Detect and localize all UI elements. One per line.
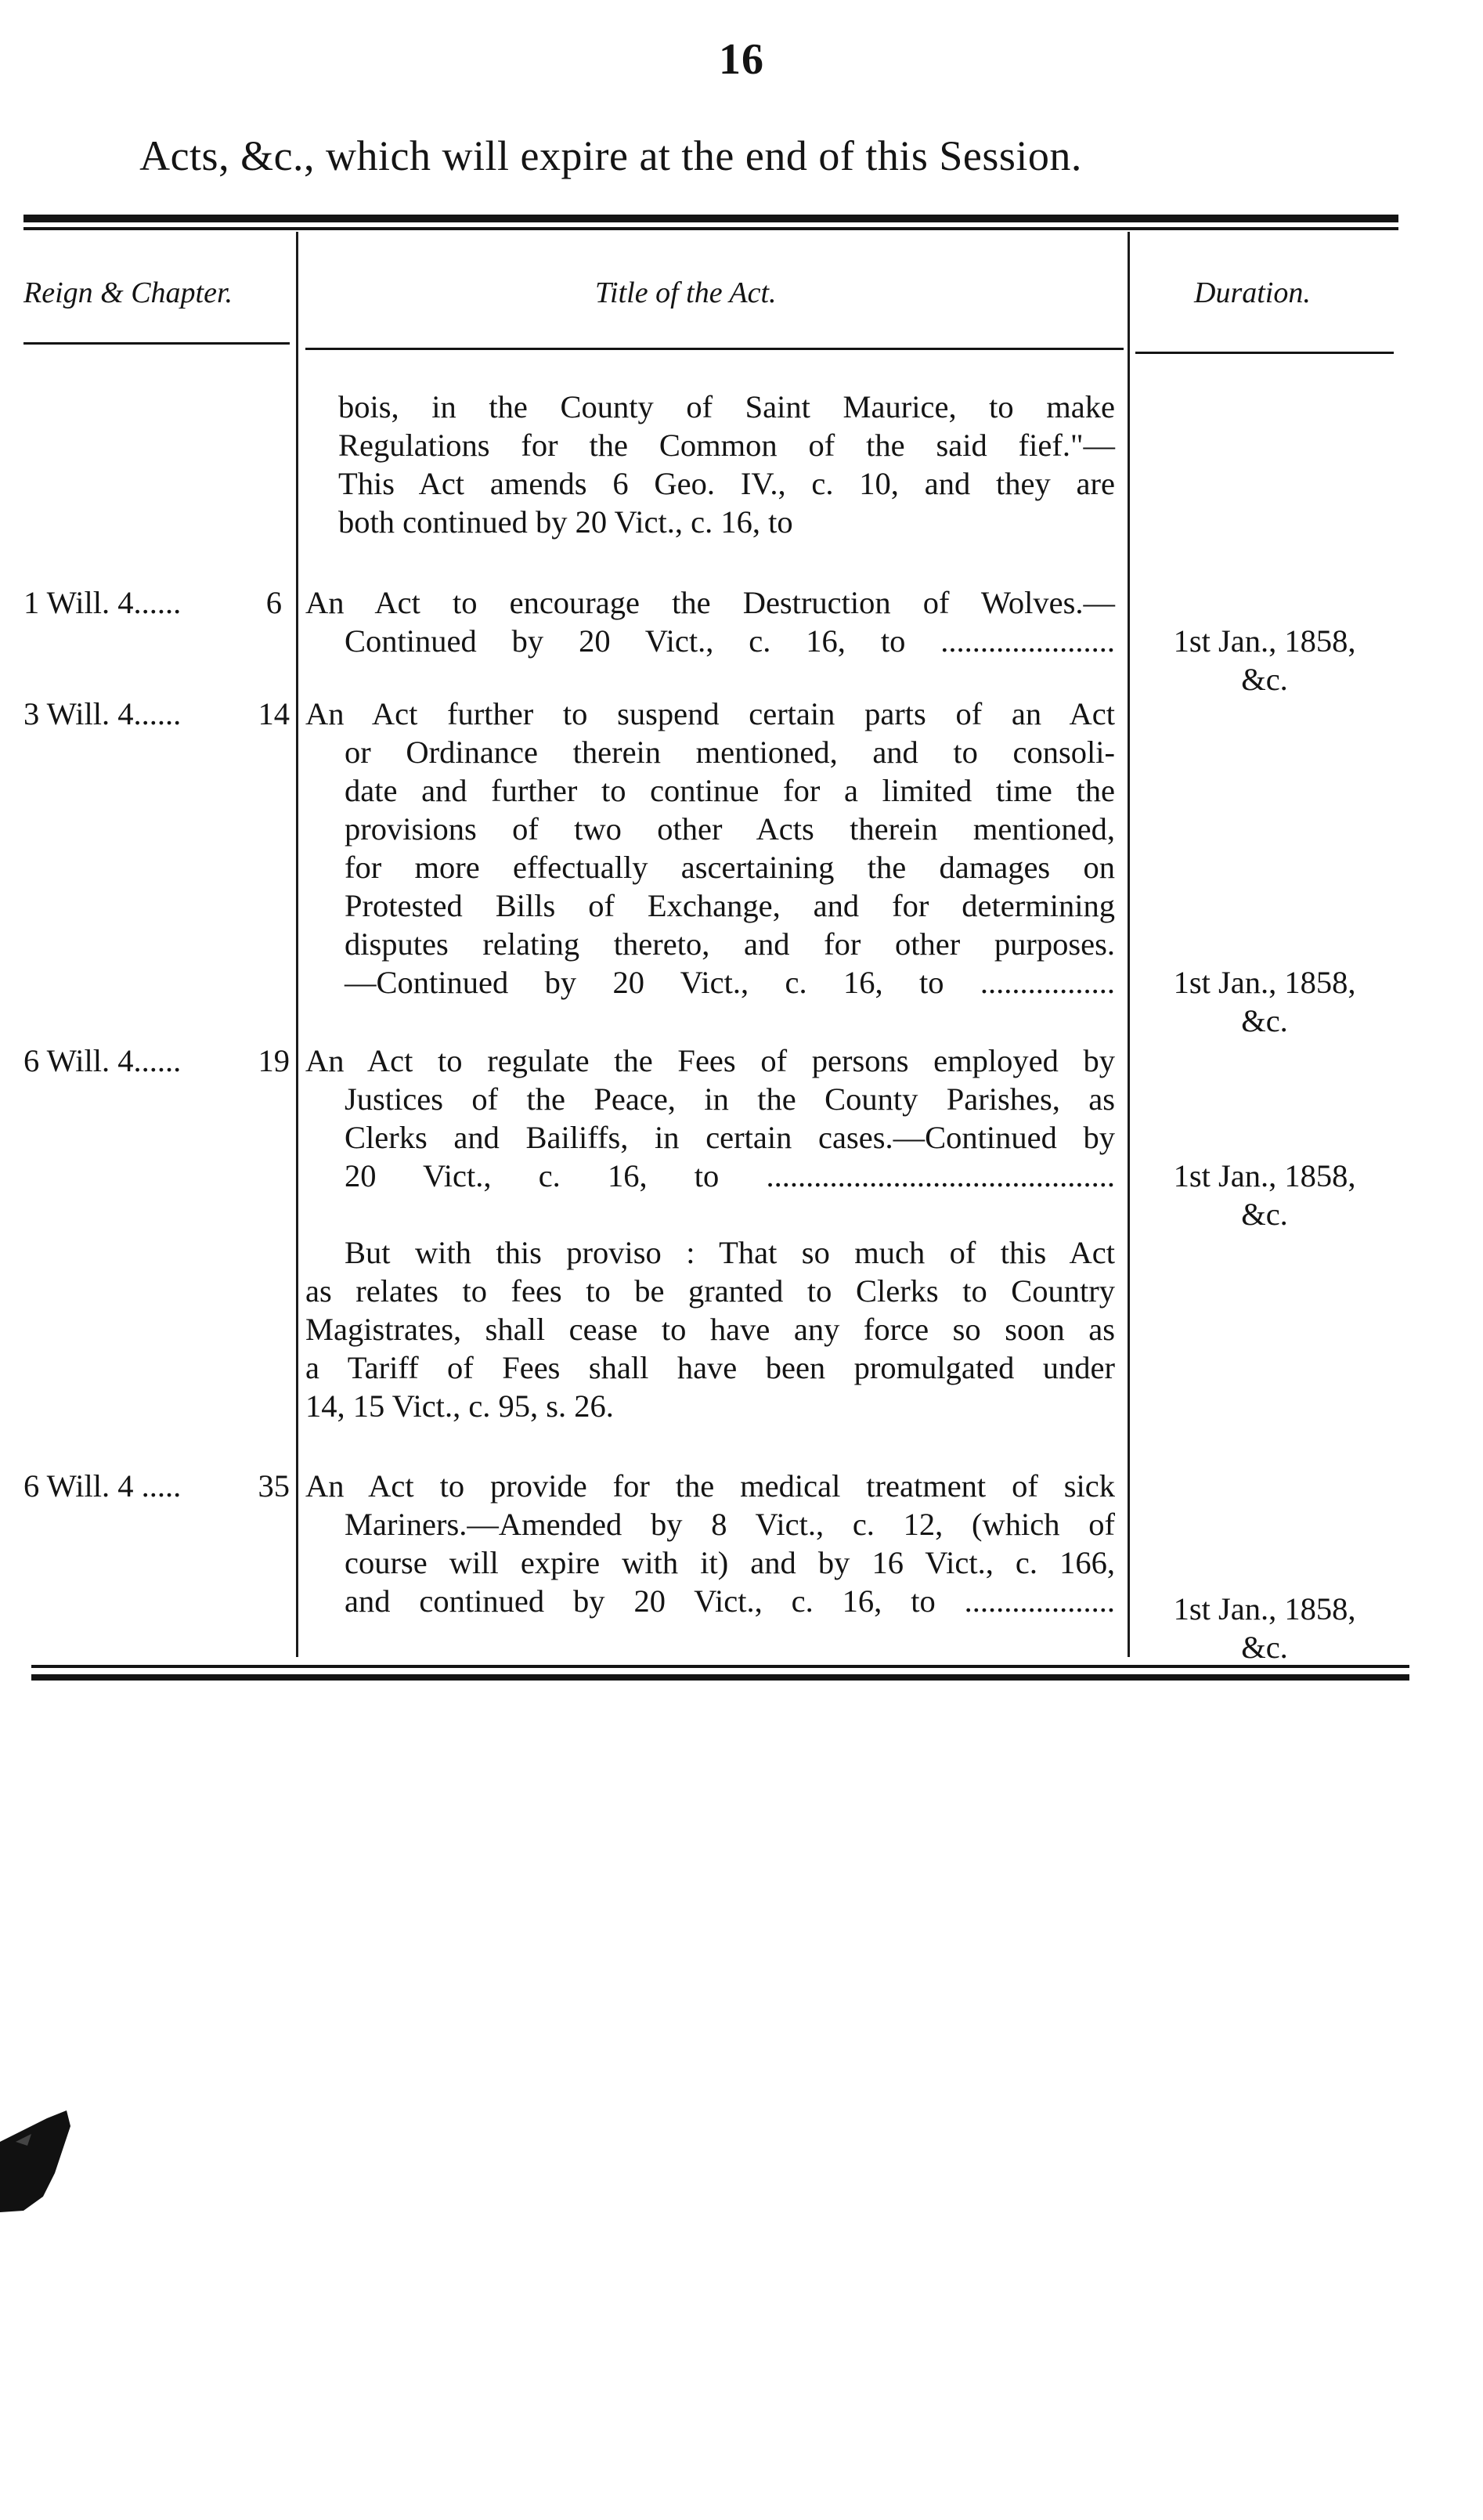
continuation-line: both continued by 20 Vict., c. 16, to: [338, 504, 793, 540]
continuation-line: Regulations for the Common of the said fief."—: [338, 428, 1115, 463]
act-title-line: and continued by 20 Vict., c. 16, to ...................: [345, 1583, 1115, 1619]
proviso-line: Magistrates, shall cease to have any force so soon as: [305, 1312, 1115, 1347]
proviso-line: as relates to fees to be granted to Clerks to Country: [305, 1273, 1115, 1309]
act-title-line: An Act to regulate the Fees of persons employed by: [305, 1043, 1115, 1078]
act-title-line: for more effectually ascertaining the damages on: [345, 850, 1115, 885]
ink-blot: [0, 2110, 78, 2212]
proviso-line: 14, 15 Vict., c. 95, s. 26.: [305, 1388, 614, 1424]
page-number: 16: [719, 35, 764, 84]
act-title-line: Continued by 20 Vict., c. 16, to ......................: [345, 623, 1115, 659]
reign-label: 6 Will. 4 .....: [23, 1468, 182, 1504]
duration-etc: &c.: [1241, 1630, 1288, 1665]
top-rule-thin: [23, 227, 1398, 230]
duration-etc: &c.: [1241, 662, 1288, 697]
act-title-line: Mariners.—Amended by 8 Vict., c. 12, (which of: [345, 1507, 1115, 1542]
reign-header-underline: [23, 342, 290, 345]
proviso-line: a Tariff of Fees shall have been promulgated under: [305, 1350, 1115, 1385]
column-divider-right: [1128, 232, 1130, 1657]
act-title-line: course will expire with it) and by 16 Vict., c. 166,: [345, 1545, 1115, 1580]
duration-date: 1st Jan., 1858,: [1173, 1591, 1356, 1626]
duration-etc: &c.: [1241, 1197, 1288, 1232]
reign-column-header: Reign & Chapter.: [23, 276, 233, 309]
continuation-line: This Act amends 6 Geo. IV., c. 10, and they are: [338, 466, 1115, 501]
reign-chapter: [23, 1042, 290, 1081]
duration-etc: &c.: [1241, 1003, 1288, 1038]
title-header-underline: [305, 348, 1124, 350]
act-title-line: Clerks and Bailiffs, in certain cases.—Continued by: [345, 1120, 1115, 1155]
act-title-line: 20 Vict., c. 16, to ............................................: [345, 1158, 1115, 1193]
act-title-line: Justices of the Peace, in the County Parishes, as: [345, 1081, 1115, 1117]
act-title-line: Protested Bills of Exchange, and for determining: [345, 888, 1115, 923]
proviso-line: But with this proviso : That so much of this Act: [345, 1235, 1115, 1270]
reign-chapter: [23, 695, 290, 734]
chapter-number: 6: [265, 585, 282, 620]
act-title-line: An Act to encourage the Destruction of Wolves.—: [305, 585, 1115, 620]
act-title-line: —Continued by 20 Vict., c. 16, to .................: [345, 965, 1115, 1000]
act-title-line: An Act further to suspend certain parts of an Act: [305, 696, 1115, 731]
reign-label: 6 Will. 4......: [23, 1043, 182, 1078]
reign-label: 1 Will. 4......: [23, 585, 182, 620]
chapter-number: 19: [258, 1043, 290, 1078]
chapter-number: 14: [258, 696, 290, 731]
act-title-line: date and further to continue for a limited time the: [345, 773, 1115, 808]
top-rule-thick: [23, 215, 1398, 222]
continuation-line: bois, in the County of Saint Maurice, to make: [338, 389, 1115, 424]
duration-date: 1st Jan., 1858,: [1173, 965, 1356, 1000]
act-title-line: disputes relating thereto, and for other purposes.: [345, 926, 1115, 962]
chapter-number: 35: [258, 1468, 290, 1504]
act-title-line: An Act to provide for the medical treatment of sick: [305, 1468, 1115, 1504]
act-title-line: provisions of two other Acts therein mentioned,: [345, 811, 1115, 847]
reign-chapter: [23, 583, 282, 623]
reign-chapter: [23, 1467, 290, 1506]
column-divider-left: [296, 232, 298, 1657]
duration-date: 1st Jan., 1858,: [1173, 623, 1356, 659]
page-heading: Acts, &c., which will expire at the end of this Session.: [139, 132, 1082, 179]
duration-date: 1st Jan., 1858,: [1173, 1158, 1356, 1193]
bottom-rule-thick: [31, 1674, 1409, 1681]
title-column-header: Title of the Act.: [595, 276, 777, 309]
bottom-rule-thin: [31, 1665, 1409, 1668]
duration-header-underline: [1135, 352, 1394, 354]
act-title-line: or Ordinance therein mentioned, and to consoli-: [345, 735, 1115, 770]
duration-column-header: Duration.: [1194, 276, 1311, 309]
reign-label: 3 Will. 4......: [23, 696, 182, 731]
